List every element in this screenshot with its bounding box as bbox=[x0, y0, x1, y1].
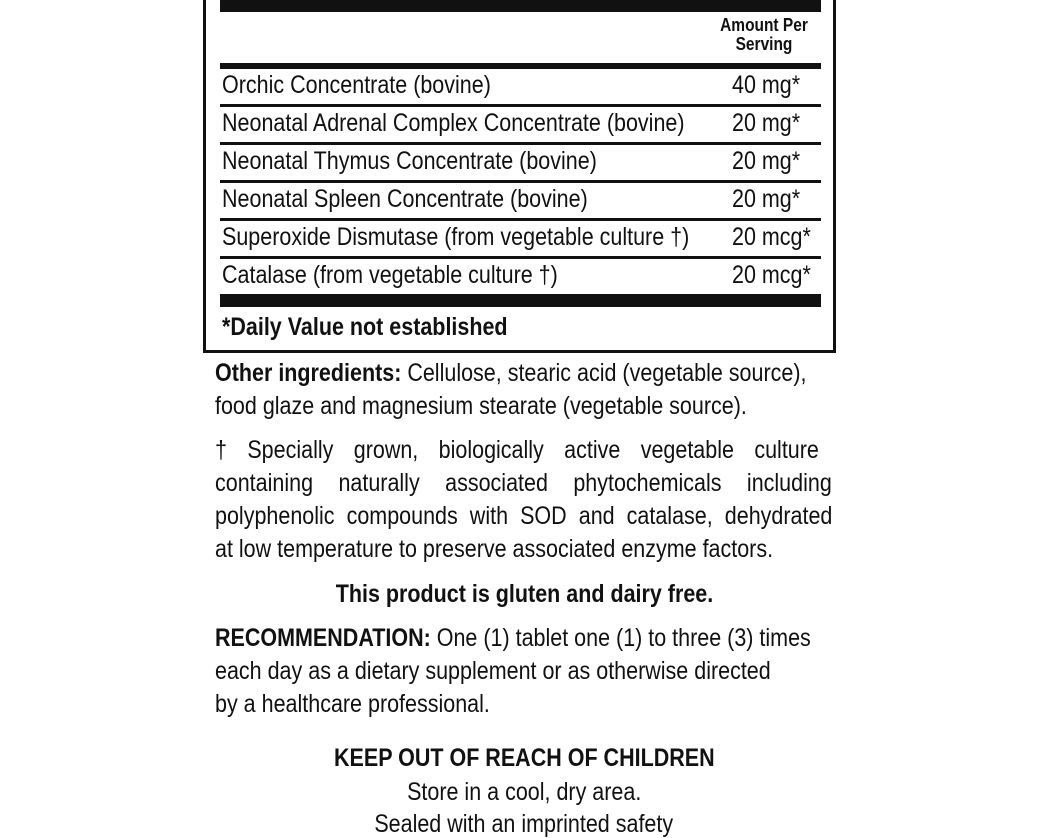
ingredient-amount: 20 mg* bbox=[732, 185, 801, 213]
footnote-line: at low temperature to preserve associated enzyme factors. bbox=[215, 535, 774, 563]
ingredient-name: Catalase (from vegetable culture †) bbox=[222, 261, 558, 289]
other-ingredients bbox=[215, 357, 832, 423]
ingredient-name: Neonatal Thymus Concentrate (bovine) bbox=[222, 147, 597, 175]
ingredient-name: Neonatal Spleen Concentrate (bovine) bbox=[222, 185, 588, 213]
recommendation-label: RECOMMENDATION: bbox=[215, 624, 431, 652]
ingredient-amount: 20 mg* bbox=[732, 109, 801, 137]
amount-per-serving-header bbox=[714, 16, 814, 54]
safety-seal-text: Sealed with an imprinted safety bbox=[374, 810, 674, 838]
gluten-dairy-free-note bbox=[0, 578, 1048, 611]
other-ingredients-line-1 bbox=[215, 357, 807, 390]
other-ingredients-label: Other ingredients: bbox=[215, 359, 402, 387]
keep-out-of-reach-warning bbox=[0, 742, 1048, 775]
footnote-line: containing naturally associated phytochemicals including bbox=[215, 469, 832, 497]
supplement-facts-box bbox=[203, 0, 836, 353]
culture-footnote bbox=[215, 434, 832, 566]
recommendation-text-1: One (1) tablet one (1) to three (3) times bbox=[430, 624, 811, 652]
storage-text: Store in a cool, dry area. bbox=[406, 778, 642, 806]
ingredient-amount: 20 mcg* bbox=[732, 223, 811, 251]
ingredient-amount: 40 mg* bbox=[732, 71, 801, 99]
ingredient-row bbox=[220, 183, 821, 221]
ingredient-name: Superoxide Dismutase (from vegetable culture †) bbox=[222, 223, 690, 251]
storage-instruction bbox=[0, 776, 1048, 809]
recommendation bbox=[215, 622, 832, 721]
recommendation-line-3: by a healthcare professional. bbox=[215, 690, 490, 718]
ingredient-amount: 20 mcg* bbox=[732, 261, 811, 289]
recommendation-line-2: each day as a dietary supplement or as otherwise directed bbox=[215, 657, 771, 685]
ingredient-amount: 20 mg* bbox=[732, 147, 801, 175]
gluten-note-text: This product is gluten and dairy free. bbox=[335, 580, 713, 608]
other-ingredients-text-1: Cellulose, stearic acid (vegetable source), bbox=[401, 359, 807, 387]
warning-title: KEEP OUT OF REACH OF CHILDREN bbox=[333, 744, 715, 772]
daily-value-note: *Daily Value not established bbox=[222, 313, 508, 341]
ingredient-row bbox=[220, 107, 821, 145]
ingredient-name: Orchic Concentrate (bovine) bbox=[222, 71, 491, 99]
ingredient-row bbox=[220, 259, 821, 297]
ingredient-name: Neonatal Adrenal Complex Concentrate (bovine) bbox=[222, 109, 685, 137]
ingredient-rows bbox=[220, 69, 821, 297]
amount-header-line-1: Amount Per bbox=[720, 15, 808, 35]
footnote-line: † Specially grown, biologically active vegetable culture bbox=[215, 436, 819, 464]
top-thick-rule bbox=[220, 0, 821, 12]
bottom-thick-rule bbox=[220, 294, 821, 307]
ingredient-row bbox=[220, 145, 821, 183]
amount-header-line-2: Serving bbox=[735, 34, 793, 54]
recommendation-line-1 bbox=[215, 622, 811, 655]
ingredient-row bbox=[220, 221, 821, 259]
other-ingredients-line-2: food glaze and magnesium stearate (vegetable source). bbox=[215, 392, 747, 420]
footnote-line: polyphenolic compounds with SOD and catalase, dehydrated bbox=[215, 502, 833, 530]
safety-seal-note bbox=[0, 808, 1048, 838]
ingredient-row bbox=[220, 69, 821, 107]
